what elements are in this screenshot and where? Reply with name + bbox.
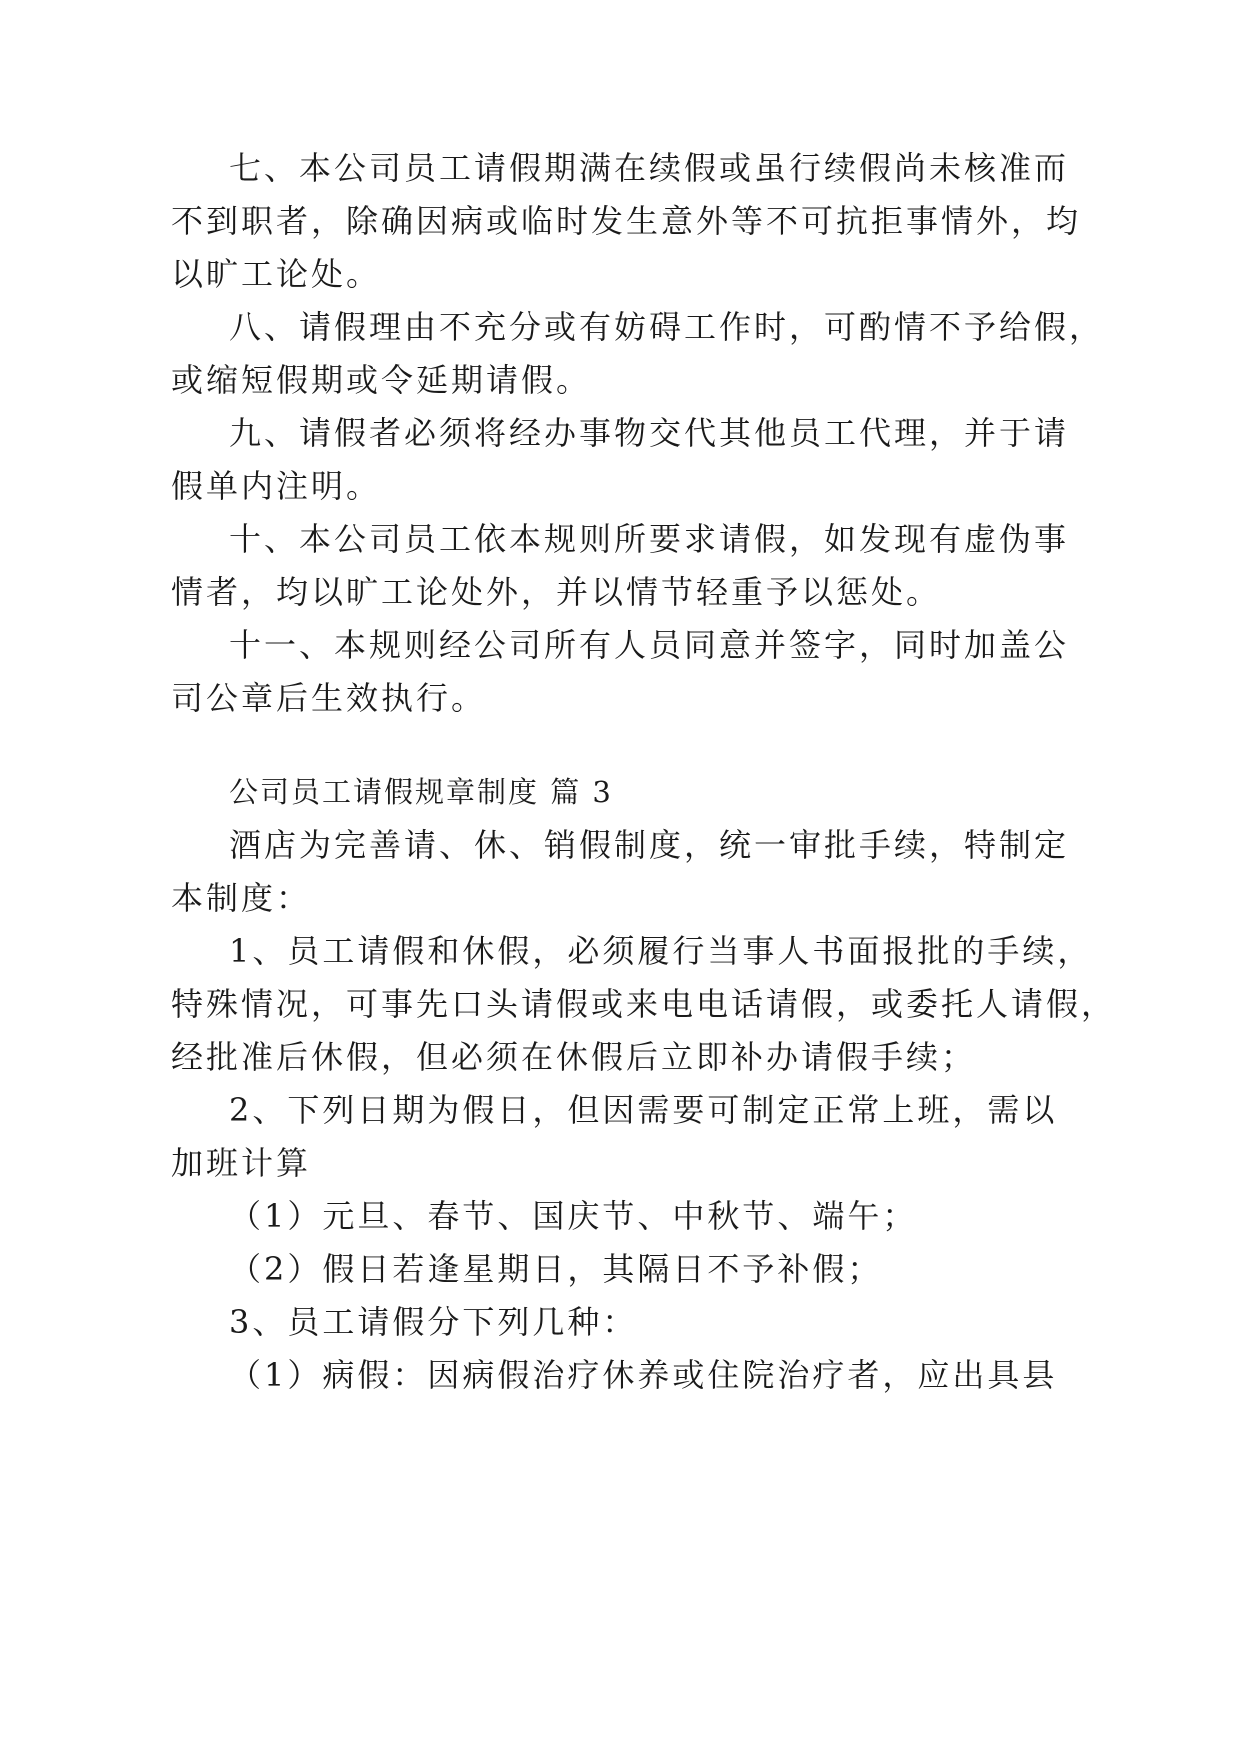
item-2-sub-1: （1）元旦、春节、国庆节、中秋节、端午； [229, 1197, 918, 1235]
paragraph-11-line-1: 十一、本规则经公司所有人员同意并签字，同时加盖公 [229, 626, 1070, 664]
paragraph-7-line-1: 七、本公司员工请假期满在续假或虽行续假尚未核准而 [229, 149, 1070, 187]
section-heading: 公司员工请假规章制度 篇 3 [229, 775, 613, 809]
paragraph-9-line-2: 假单内注明。 [171, 467, 382, 505]
item-1-line-1: 1、员工请假和休假，必须履行当事人书面报批的手续， [229, 932, 1093, 970]
item-2-line-1: 2、下列日期为假日，但因需要可制定正常上班，需以 [229, 1091, 1058, 1129]
paragraph-8-line-2: 或缩短假期或令延期请假。 [171, 361, 592, 399]
item-3-sub-1: （1）病假：因病假治疗休养或住院治疗者，应出具县 [229, 1356, 1058, 1394]
paragraph-7-line-3: 以旷工论处。 [171, 255, 382, 293]
paragraph-8-line-1: 八、请假理由不充分或有妨碍工作时，可酌情不予给假， [229, 308, 1105, 346]
item-2-line-2: 加班计算 [171, 1144, 312, 1182]
paragraph-11-line-2: 司公章后生效执行。 [171, 679, 487, 717]
paragraph-10-line-1: 十、本公司员工依本规则所要求请假，如发现有虚伪事 [229, 520, 1070, 558]
paragraph-7-line-2: 不到职者，除确因病或临时发生意外等不可抗拒事情外，均 [171, 202, 1082, 240]
paragraph-9-line-1: 九、请假者必须将经办事物交代其他员工代理，并于请 [229, 414, 1070, 452]
item-1-line-2: 特殊情况，可事先口头请假或来电电话请假，或委托人请假， [171, 985, 1117, 1023]
item-3-line-1: 3、员工请假分下列几种： [229, 1303, 638, 1341]
intro-line-2: 本制度： [171, 879, 312, 917]
paragraph-10-line-2: 情者，均以旷工论处外，并以情节轻重予以惩处。 [171, 573, 942, 611]
item-2-sub-2: （2）假日若逢星期日，其隔日不予补假； [229, 1250, 883, 1288]
intro-line-1: 酒店为完善请、休、销假制度，统一审批手续，特制定 [229, 826, 1070, 864]
item-1-line-3: 经批准后休假，但必须在休假后立即补办请假手续； [171, 1038, 977, 1076]
